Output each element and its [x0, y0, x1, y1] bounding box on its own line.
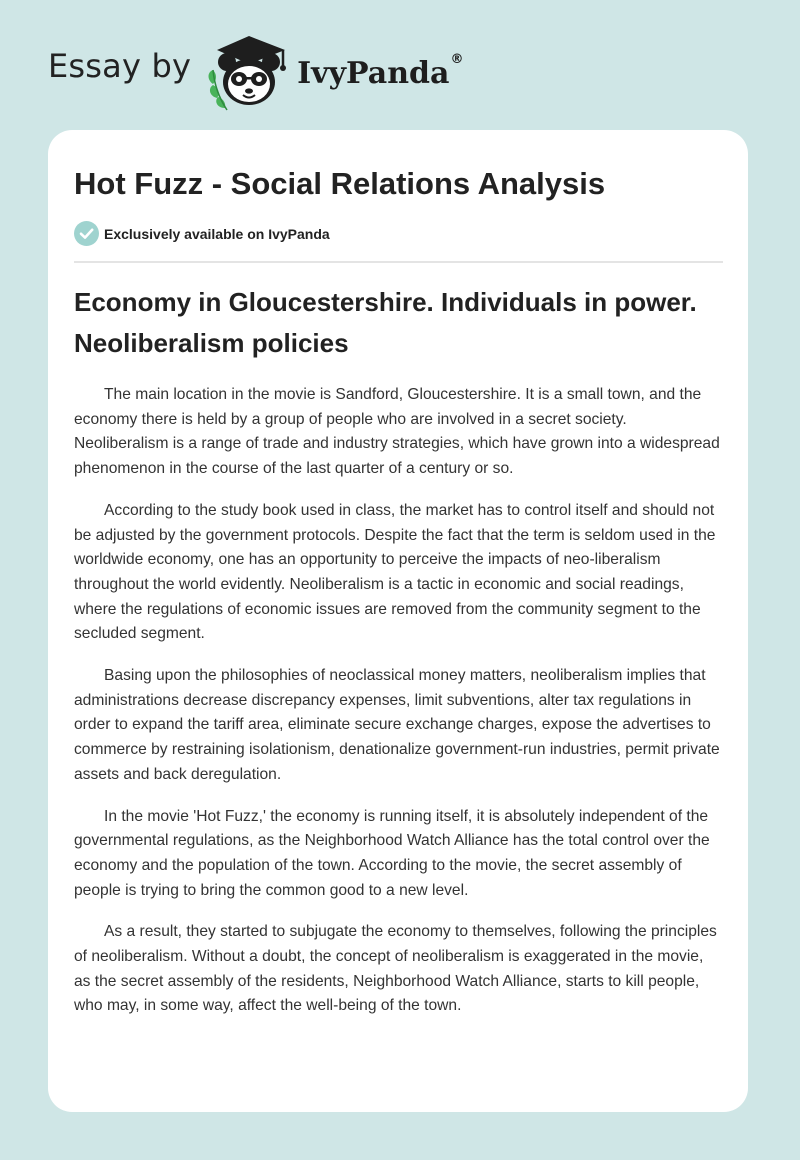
brand-prefix: Essay by: [48, 47, 192, 85]
essay-card: [48, 130, 748, 1112]
paragraph: The main location in the movie is Sandford, Gloucestershire. It is a small town, and the economy there is held by a group of people who are involved in a secret society. Neoliberalism is a range of trade and industry strategies, which have grown into a widespread phenomenon in the course of the last quarter of a century or so.: [74, 386, 720, 478]
essay-title: Hot Fuzz - Social Relations Analysis: [74, 166, 606, 201]
essay-body: [74, 383, 724, 1036]
paragraph: According to the study book used in class, the market has to control itself and should not be adjusted by the government protocols. Despite the fact that the term is seldom used in the worldwide economy, one has an opportunity to perceive the impacts of neo-liberalism throughout the world evidently. Neoliberalism is a tactic in economic and social readings, where the regulations of economic issues are removed from the community segment to the secluded segment.: [74, 501, 716, 643]
exclusive-badge: [74, 221, 330, 246]
badge-text: Exclusively available on IvyPanda: [104, 225, 330, 242]
paragraph: In the movie 'Hot Fuzz,' the economy is running itself, it is absolutely independent of the governmental regulations, as the Neighborhood Watch Alliance has the total control over the economy and the population of the town. According to the movie, the secret assembly of people is trying to bring the common good to a new level.: [74, 807, 710, 899]
paragraph: As a result, they started to subjugate the economy to themselves, following the principles of neoliberalism. Without a doubt, the concept of neoliberalism is exaggerated in the movie, as the secret assembly of the residents, Neighborhood Watch Alliance, starts to kill people, who may, in some way, affect the well-being of the town.: [74, 923, 717, 1015]
section-heading: Economy in Gloucestershire. Individuals in power. Neoliberalism policies: [74, 287, 697, 358]
brand-header[interactable]: [48, 32, 463, 112]
brand-name: IvyPanda®: [297, 51, 464, 91]
panda-graduate-logo-icon: [203, 32, 295, 112]
divider: [74, 261, 723, 263]
check-circle-icon: [74, 221, 99, 246]
paragraph: Basing upon the philosophies of neoclassical money matters, neoliberalism implies that administrations decrease discrepancy expenses, limit subventions, alter tax regulations in order to expand the tariff area, eliminate secure exchange charges, expose the advertises to commerce by restraining isolationism, denationalize government-run industries, permit private assets and back deregulation.: [74, 667, 720, 783]
